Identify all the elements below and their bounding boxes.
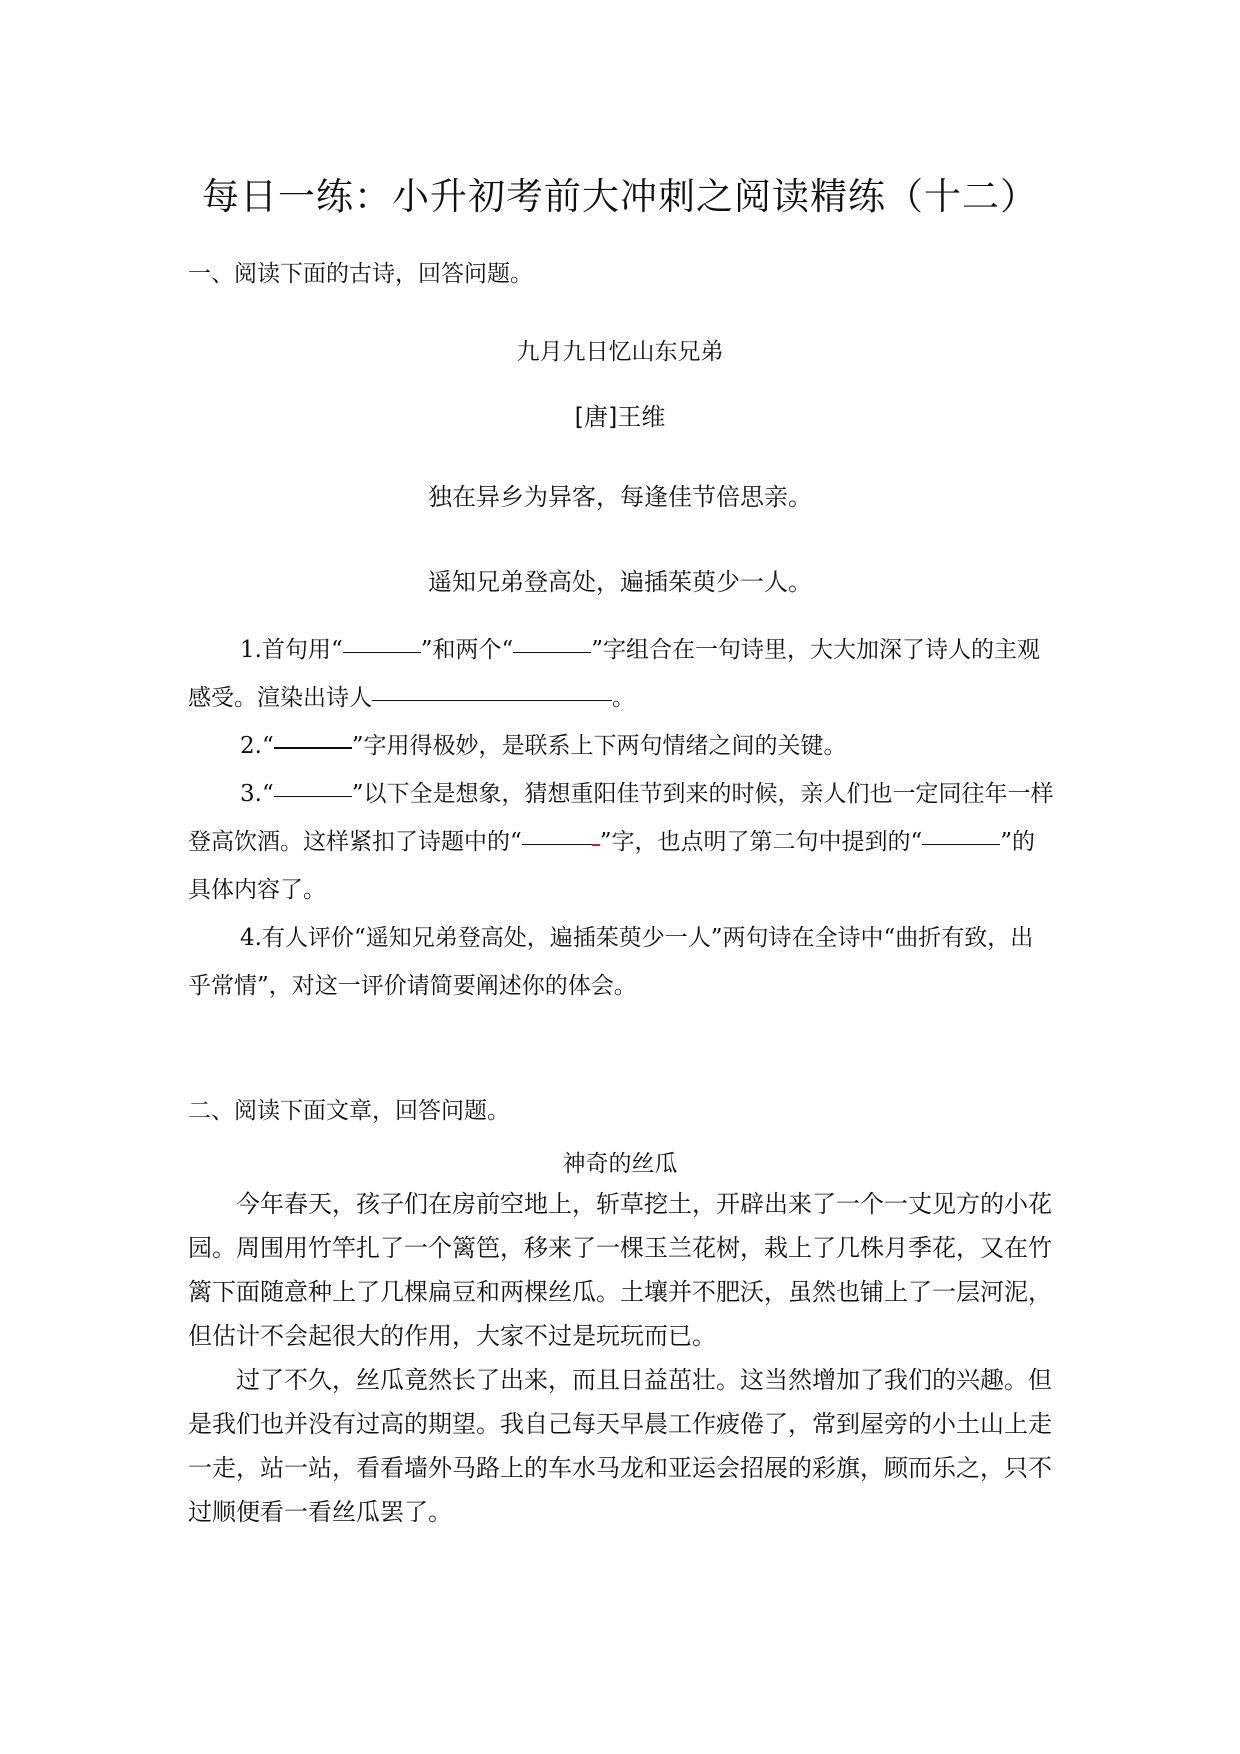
page-title: 每日一练：小升初考前大冲刺之阅读精练（十二）: [202, 175, 1038, 218]
poem-title: 九月九日忆山东兄弟: [516, 339, 724, 365]
question-text: ”的具体内容了。: [188, 829, 1036, 903]
answer-blank[interactable]: [343, 628, 421, 653]
question-text: ”和两个“: [420, 637, 514, 663]
question-3: [188, 770, 1056, 914]
question-text: 。: [612, 685, 635, 711]
article-body: [188, 1182, 1056, 1534]
question-text: 1.首句用“: [240, 637, 343, 663]
poem-line: 遥知兄弟登高处，遍插茱萸少一人。: [428, 568, 812, 596]
section-2-heading: 二、阅读下面文章，回答问题。: [188, 1098, 510, 1124]
question-text: ”字组合在一句诗里，大大加深了诗人的主观感受。渲染出诗人: [188, 637, 1040, 711]
question-1: [188, 626, 1056, 722]
answer-blank[interactable]: [372, 676, 612, 701]
question-text: ”字用得极妙，是联系上下两句情绪之间的关键。: [351, 733, 847, 759]
question-text: 2.“: [240, 733, 274, 759]
question-text: ”以下全是想象，猜想重阳佳节到来的时候，亲人们也一定同往年一样登高饮酒。这样紧扣了诗题中的“: [188, 781, 1054, 855]
answer-blank[interactable]: [922, 820, 1000, 845]
answer-blank[interactable]: [513, 628, 591, 653]
poem-line: 独在异乡为异客，每逢佳节倍思亲。: [428, 483, 812, 511]
question-list: [188, 626, 1056, 1010]
article-paragraph: 过了不久，丝瓜竟然长了出来，而且日益茁壮。这当然增加了我们的兴趣。但是我们也并没有过高的期望。我自己每天早晨工作疲倦了，常到屋旁的小土山上走一走，站一站，看看墙外马路上的车水马龙和亚运会招展的彩旗，顾而乐之，只不过顺便看一看丝瓜罢了。: [188, 1366, 1052, 1526]
article-title: 神奇的丝瓜: [562, 1151, 678, 1177]
answer-blank[interactable]: [522, 820, 600, 845]
poem-author: [唐]王维: [574, 403, 666, 431]
answer-blank[interactable]: [274, 772, 352, 797]
question-text: 4.有人评价“遥知兄弟登高处，遍插茱萸少一人”两句诗在全诗中“曲折有致，出乎常情”，对这一评价请简要阐述你的体会。: [188, 925, 1034, 999]
question-4: [188, 914, 1056, 1010]
question-2: [188, 722, 1056, 770]
answer-blank[interactable]: [274, 723, 352, 749]
article-paragraph: 今年春天，孩子们在房前空地上，斩草挖土，开辟出来了一个一丈见方的小花园。周围用竹竿扎了一个篱笆，移来了一棵玉兰花树，栽上了几株月季花，又在竹篱下面随意种上了几棵扁豆和两棵丝瓜。土壤并不肥沃，虽然也铺上了一层河泥，但估计不会起很大的作用，大家不过是玩玩而已。: [188, 1190, 1052, 1350]
section-1-heading: 一、阅读下面的古诗，回答问题。: [188, 261, 533, 287]
question-text: 3.“: [240, 781, 274, 807]
question-text: ”字，也点明了第二句中提到的“: [599, 829, 923, 855]
